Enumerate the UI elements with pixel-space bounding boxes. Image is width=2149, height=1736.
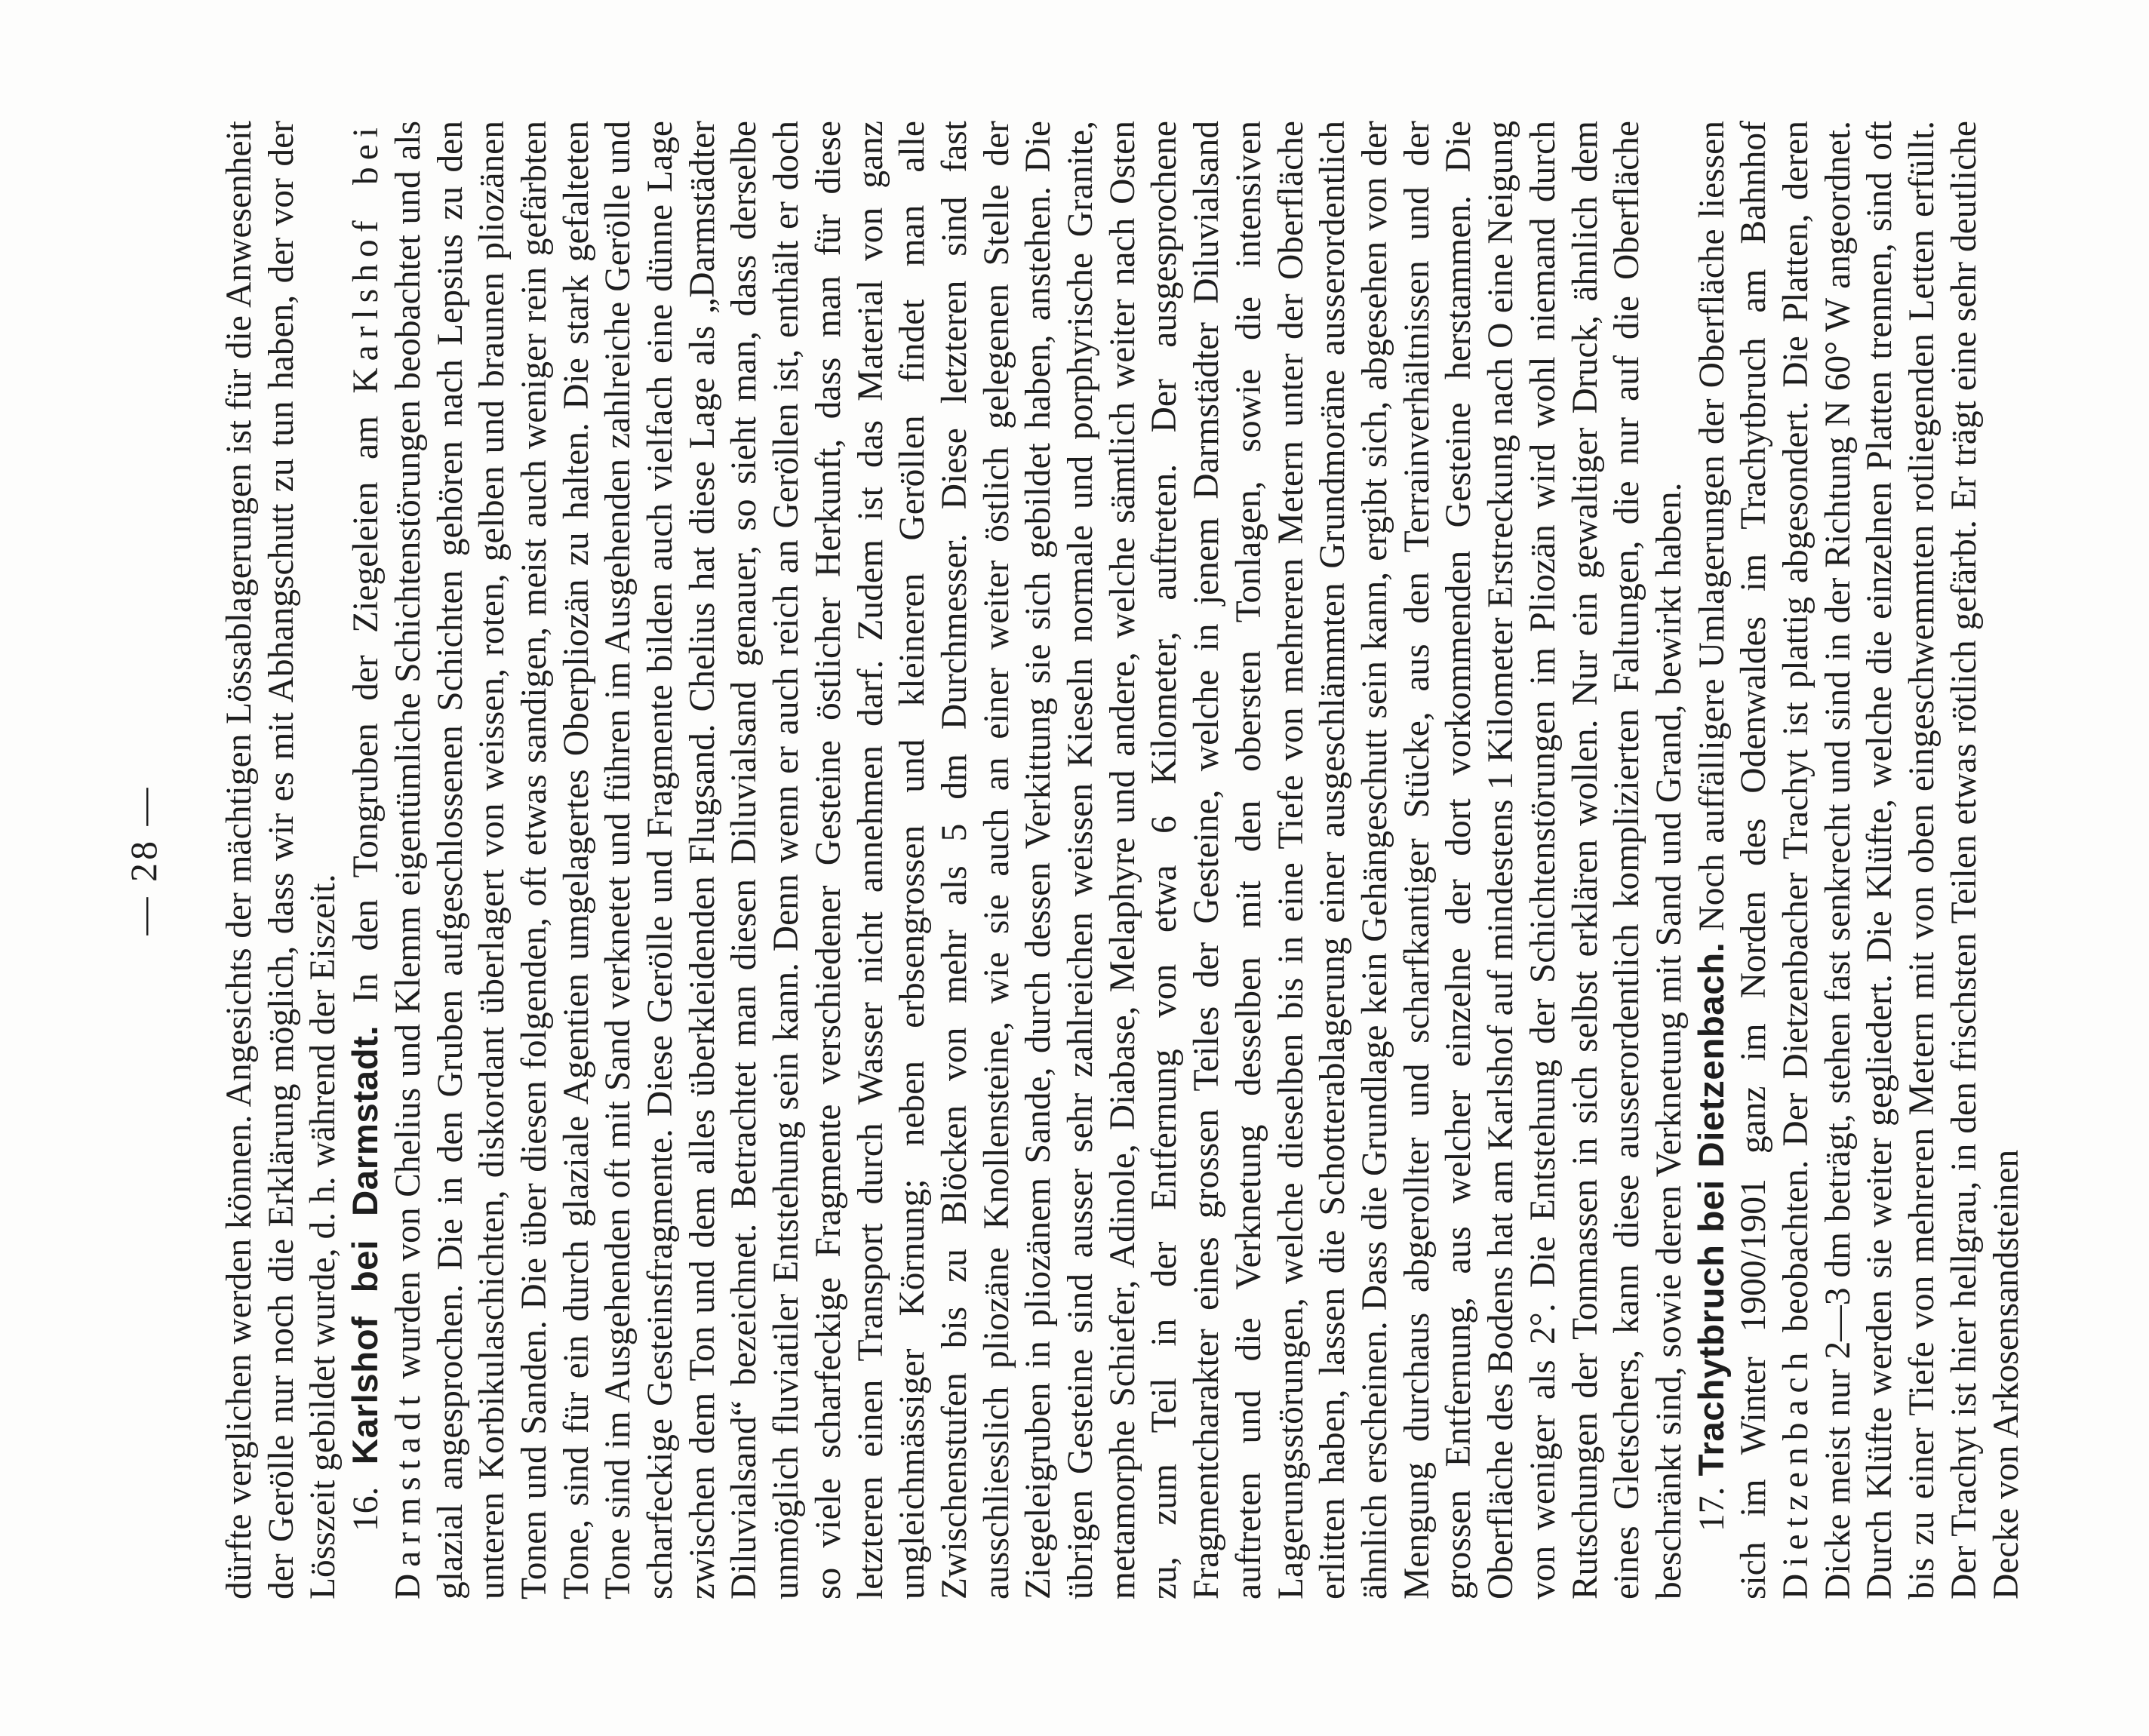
- section-number: 16.: [346, 1486, 386, 1532]
- paragraph-dietzenbach: [1691, 121, 2028, 1599]
- paragraph-karlshof: [345, 121, 1691, 1599]
- page-number: — 28 —: [122, 785, 164, 936]
- paragraph-text-lead: Noch auffälligere Umlagerungen der Oberfläche liessen sich im Winter 1900/1901 ganz im Norden des Odenwaldes im Trachytbruch am Bahnhof: [1692, 121, 1774, 1599]
- section-number: 17.: [1692, 1486, 1732, 1532]
- paragraph-text: beobachten. Der Dietzenbacher Trachyt ist plattig abgesondert. Die Platten, deren Dicke meist nur 2—3 dm beträgt, stehen fast senkrecht und sind in der Richtung N 60° W angeordnet. Durch Klüfte werden sie weiter gegliedert. Die Klüfte, welche die einzelnen Platten trennen, sind oft bis zu einer Tiefe von mehreren Metern mit von oben eingeschwemmten rotliegenden Letten erfüllt. Der Trachyt ist hier hellgrau, in den frischsten Teilen etwas rötlich gefärbt. Er trägt eine sehr deutliche Decke von Arkosensandsteinen: [1776, 121, 2026, 1599]
- section-heading: Karlshof bei Darmstadt.: [346, 1025, 386, 1465]
- place-name: Karlshof bei Darmstadt: [346, 121, 428, 1599]
- place-name: Dietzenbach: [1776, 1345, 1816, 1599]
- body-text: [219, 121, 2028, 1599]
- paragraph-continuation: [219, 121, 345, 1599]
- section-heading: Trachytbruch bei Dietzenbach.: [1691, 942, 1732, 1476]
- paragraph-text-lead: In den Tongruben der Ziegeleien am: [346, 393, 386, 1025]
- paragraph-text: dürfte verglichen werden können. Angesichts der mächtigen Lössablagerungen ist für die Anwesenheit der Gerölle nur noch die Erklärung möglich, dass wir es mit Abhangschutt zu tun haben, der vor der Lösszeit gebildet wurde, d. h. während der Eiszeit.: [220, 121, 343, 1599]
- rotated-page-content: [121, 121, 2030, 1599]
- paragraph-text: wurden von Chelius und Klemm eigentümliche Schichtenstörungen beobachtet und als glazial angesprochen. Die in den Gruben aufgeschlossenen Schichten gehören nach Lepsius zu den unteren Korbikulaschichten, diskordant überlagert von weissen, roten, gelben und braunen pliozänen Tonen und Sanden. Die über diesen folgenden, oft etwas sandigen, meist auch weniger rein gefärbten Tone, sind für ein durch glaziale Agentien umgelagertes Oberpliozän zu halten. Die stark gefalteten Tone sind im Ausgehenden oft mit Sand verknetet und führen im Ausgehenden zahlreiche Gerölle und scharfeckige Gesteinsfragmente. Diese Gerölle und Fragmente bilden auch vielfach eine dünne Lage zwischen dem Ton und dem alles überkleidenden Flugsand. Chelius hat diese Lage als „Darmstädter Diluvialsand“ bezeichnet. Betrachtet man diesen Diluvialsand genauer, so sieht man, dass derselbe unmöglich fluviatiler Entstehung sein kann. Denn wenn er auch reich an Geröllen ist, enthält er doch so viele scharfeckige Fragmente verschiedener Gesteine östlicher Herkunft, dass man für diese letzteren einen Transport durch Wasser nicht annehmen darf. Zudem ist das Material von ganz ungleichmässiger Körnung; neben erbsengrossen und kleineren Geröllen findet man alle Zwischenstufen bis zu Blöcken von mehr als 5 dm Durchmesser. Diese letzteren sind fast ausschliesslich pliozäne Knollensteine, wie sie auch an einer weiter östlich gelegenen Stelle der Ziegeleigruben in pliozänem Sande, durch dessen Verkittung sie sich gebildet haben, anstehen. Die übrigen Gesteine sind ausser sehr zahlreichen weissen Kieseln normale und porphyrische Granite, metamorphe Schiefer, Adinole, Diabase, Melaphyre und andere, welche sämtlich weiter nach Osten zu, zum Teil in der Entfernung von etwa 6 Kilometer, auftreten. Der ausgesprochene Fragmentcharakter eines grossen Teiles der Gesteine, welche in jenem Darmstädter Diluvialsand auftreten und die Verknetung desselben mit den obersten Tonlagen, sowie die intensiven Lagerungsstörungen, welche dieselben bis in eine Tiefe von mehreren Metern unter der Oberfläche erlitten haben, lassen die Schotterablagerung einer ausgeschlämmten Grundmoräne ausserordentlich ähnlich erscheinen. Dass die Grundlage kein Gehängeschutt sein kann, ergibt sich, abgesehen von der Mengung durchaus abgerollter und scharfkantiger Stücke, aus den Terrainverhältnissen und der grossen Entfernung, aus welcher einzelne der dort vorkommenden Gesteine herstammen. Die Oberfläche des Bodens hat am Karlshof auf mindestens 1 Kilometer Erstreckung nach O eine Neigung von weniger als 2°. Die Entstehung der Schichtenstörungen im Pliozän wird wohl niemand durch Rutschungen der Tonmassen in sich selbst erklären wollen. Nur ein gewaltiger Druck, ähnlich dem eines Gletschers, kann diese ausserordentlich komplizierten Faltungen, die nur auf die Oberfläche beschränkt sind, sowie deren Verknetung mit Sand und Grand, bewirkt haben.: [388, 121, 1689, 1599]
